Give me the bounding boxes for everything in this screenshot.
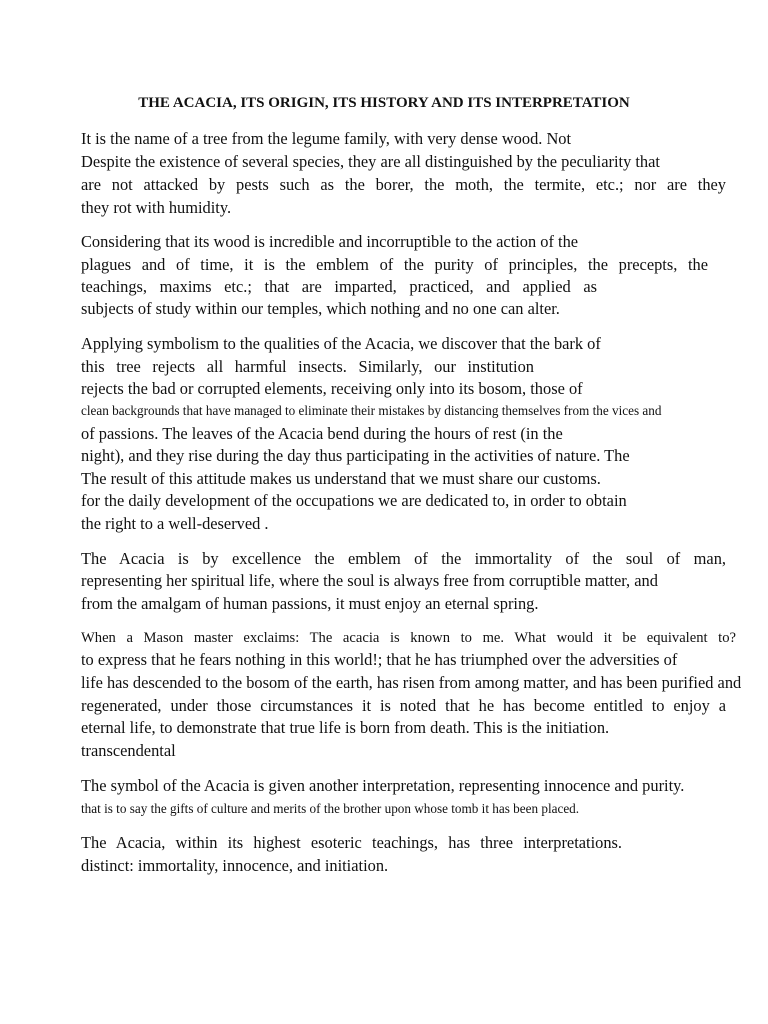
paragraph-5-line-3: life has descended to the bosom of the earth, has risen from among matter, and has been purified and bbox=[81, 673, 742, 692]
paragraph-3-line-8: for the daily development of the occupations we are dedicated to, in order to obtain bbox=[81, 491, 627, 510]
paragraph-1-line-3: are not attacked by pests such as the borer, the moth, the termite, etc.; nor are they bbox=[81, 175, 726, 194]
paragraph-2-line-4: subjects of study within our temples, which nothing and no one can alter. bbox=[81, 299, 560, 318]
paragraph-1-line-2: Despite the existence of several species, they are all distinguished by the peculiarity that bbox=[81, 152, 660, 171]
paragraph-5-line-1: When a Mason master exclaims: The acacia is known to me. What would it be equivalent to? bbox=[81, 630, 736, 646]
paragraph-5-line-4: regenerated, under those circumstances it is noted that he has become entitled to enjoy a bbox=[81, 696, 726, 715]
paragraph-6-line-1: The symbol of the Acacia is given another interpretation, representing innocence and purity. bbox=[81, 776, 685, 795]
paragraph-3-line-7: The result of this attitude makes us understand that we must share our customs. bbox=[81, 469, 601, 488]
paragraph-6-line-2: that is to say the gifts of culture and merits of the brother upon whose tomb it has been placed. bbox=[81, 801, 580, 816]
paragraph-3-line-9: the right to a well-deserved . bbox=[81, 514, 269, 533]
paragraph-4-line-1: The Acacia is by excellence the emblem of the immortality of the soul of man, bbox=[81, 549, 726, 568]
paragraph-5-line-6: transcendental bbox=[81, 741, 176, 760]
document-title: THE ACACIA, ITS ORIGIN, ITS HISTORY AND ITS INTERPRETATION bbox=[138, 95, 630, 111]
paragraph-5-line-5: eternal life, to demonstrate that true life is born from death. This is the initiation. bbox=[81, 718, 610, 737]
paragraph-3-line-2: this tree rejects all harmful insects. Similarly, our institution bbox=[81, 357, 534, 376]
paragraph-7-line-1: The Acacia, within its highest esoteric teachings, has three interpretations. bbox=[81, 833, 622, 852]
paragraph-7-line-2: distinct: immortality, innocence, and initiation. bbox=[81, 856, 389, 875]
paragraph-3-line-4: clean backgrounds that have managed to eliminate their mistakes by distancing themselves from the vices and bbox=[81, 403, 662, 418]
paragraph-3-line-6: night), and they rise during the day thus participating in the activities of nature. The bbox=[81, 446, 630, 465]
paragraph-4-line-2: representing her spiritual life, where the soul is always free from corruptible matter, and bbox=[81, 571, 658, 590]
paragraph-2-line-1: Considering that its wood is incredible and incorruptible to the action of the bbox=[81, 232, 579, 251]
paragraph-2-line-3: teachings, maxims etc.; that are imparted, practiced, and applied as bbox=[81, 277, 597, 296]
paragraph-3-line-3: rejects the bad or corrupted elements, receiving only into its bosom, those of bbox=[81, 379, 583, 398]
paragraph-1-line-4: they rot with humidity. bbox=[81, 198, 232, 217]
paragraph-2-line-2: plagues and of time, it is the emblem of the purity of principles, the precepts, the bbox=[81, 255, 708, 274]
paragraph-3-line-1: Applying symbolism to the qualities of the Acacia, we discover that the bark of bbox=[81, 334, 601, 353]
paragraph-5-line-2: to express that he fears nothing in this world!; that he has triumphed over the adversities of bbox=[81, 650, 678, 669]
paragraph-1-line-1: It is the name of a tree from the legume family, with very dense wood. Not bbox=[81, 129, 572, 148]
paragraph-4-line-3: from the amalgam of human passions, it must enjoy an eternal spring. bbox=[81, 594, 539, 613]
paragraph-3-line-5: of passions. The leaves of the Acacia bend during the hours of rest (in the bbox=[81, 424, 563, 443]
